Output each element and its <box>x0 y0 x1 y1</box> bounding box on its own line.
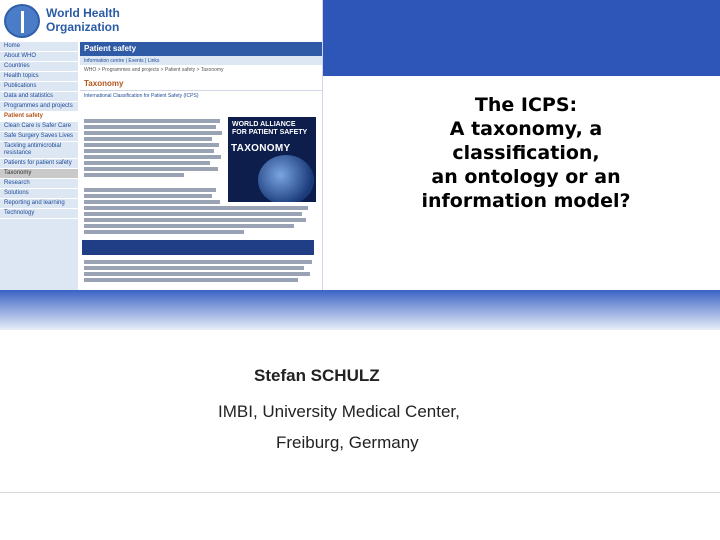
nav-item[interactable]: Research <box>0 179 78 189</box>
alliance-taxonomy-word: TAXONOMY <box>231 143 291 154</box>
nav-item[interactable]: Patients for patient safety <box>0 159 78 169</box>
nav-item[interactable]: Reporting and learning <box>0 199 78 209</box>
affiliation-line-2: Freiburg, Germany <box>276 433 419 452</box>
bottom-divider <box>0 492 720 493</box>
page-subheading: International Classification for Patient Safety (ICPS) <box>80 90 322 101</box>
nav-item[interactable]: Patient safety <box>0 112 78 122</box>
nav-item[interactable]: Tackling antimicrobial resistance <box>0 142 78 159</box>
highlighted-text-bar <box>82 240 314 255</box>
section-header: Patient safety <box>80 42 322 56</box>
title-line: classification, <box>452 142 600 164</box>
who-name-line1: World Health <box>46 6 120 20</box>
nav-item[interactable]: Programmes and projects <box>0 102 78 112</box>
page-heading: Taxonomy <box>84 79 124 88</box>
nav-item[interactable]: About WHO <box>0 52 78 62</box>
who-name-line2: Organization <box>46 20 120 34</box>
who-name <box>46 6 156 34</box>
embedded-web-screenshot <box>0 0 323 290</box>
paragraph-placeholder-1 <box>84 117 224 179</box>
alliance-logo <box>228 117 316 202</box>
who-header <box>0 0 322 42</box>
nav-item[interactable]: Countries <box>0 62 78 72</box>
who-emblem-icon <box>4 4 40 38</box>
alliance-title: WORLD ALLIANCE FOR PATIENT SAFETY <box>232 121 308 136</box>
nav-item[interactable]: Clean Care is Safer Care <box>0 122 78 132</box>
title-line: an ontology or an <box>431 166 621 188</box>
header-band-gradient <box>0 290 720 330</box>
affiliation-line-1: IMBI, University Medical Center, <box>218 402 460 421</box>
paragraph-placeholder-3 <box>84 258 316 284</box>
nav-item[interactable]: Health topics <box>0 72 78 82</box>
left-navigation <box>0 42 78 290</box>
top-links[interactable]: Information centre | Events | Links <box>80 56 322 65</box>
globe-icon <box>258 155 314 202</box>
slide-title <box>396 93 656 213</box>
nav-item[interactable]: Data and statistics <box>0 92 78 102</box>
title-line: A taxonomy, a <box>449 118 603 140</box>
nav-item[interactable]: Publications <box>0 82 78 92</box>
header-strip <box>145 0 322 42</box>
nav-item[interactable]: Taxonomy <box>0 169 78 179</box>
title-line: information model? <box>421 190 631 212</box>
nav-item[interactable]: Home <box>0 42 78 52</box>
nav-item[interactable]: Technology <box>0 209 78 219</box>
title-line: The ICPS: <box>474 94 578 116</box>
nav-item[interactable]: Solutions <box>0 189 78 199</box>
author-name: Stefan SCHULZ <box>254 366 380 385</box>
breadcrumb[interactable]: WHO > Programmes and projects > Patient safety > Taxonomy <box>84 67 224 73</box>
nav-item[interactable]: Safe Surgery Saves Lives <box>0 132 78 142</box>
